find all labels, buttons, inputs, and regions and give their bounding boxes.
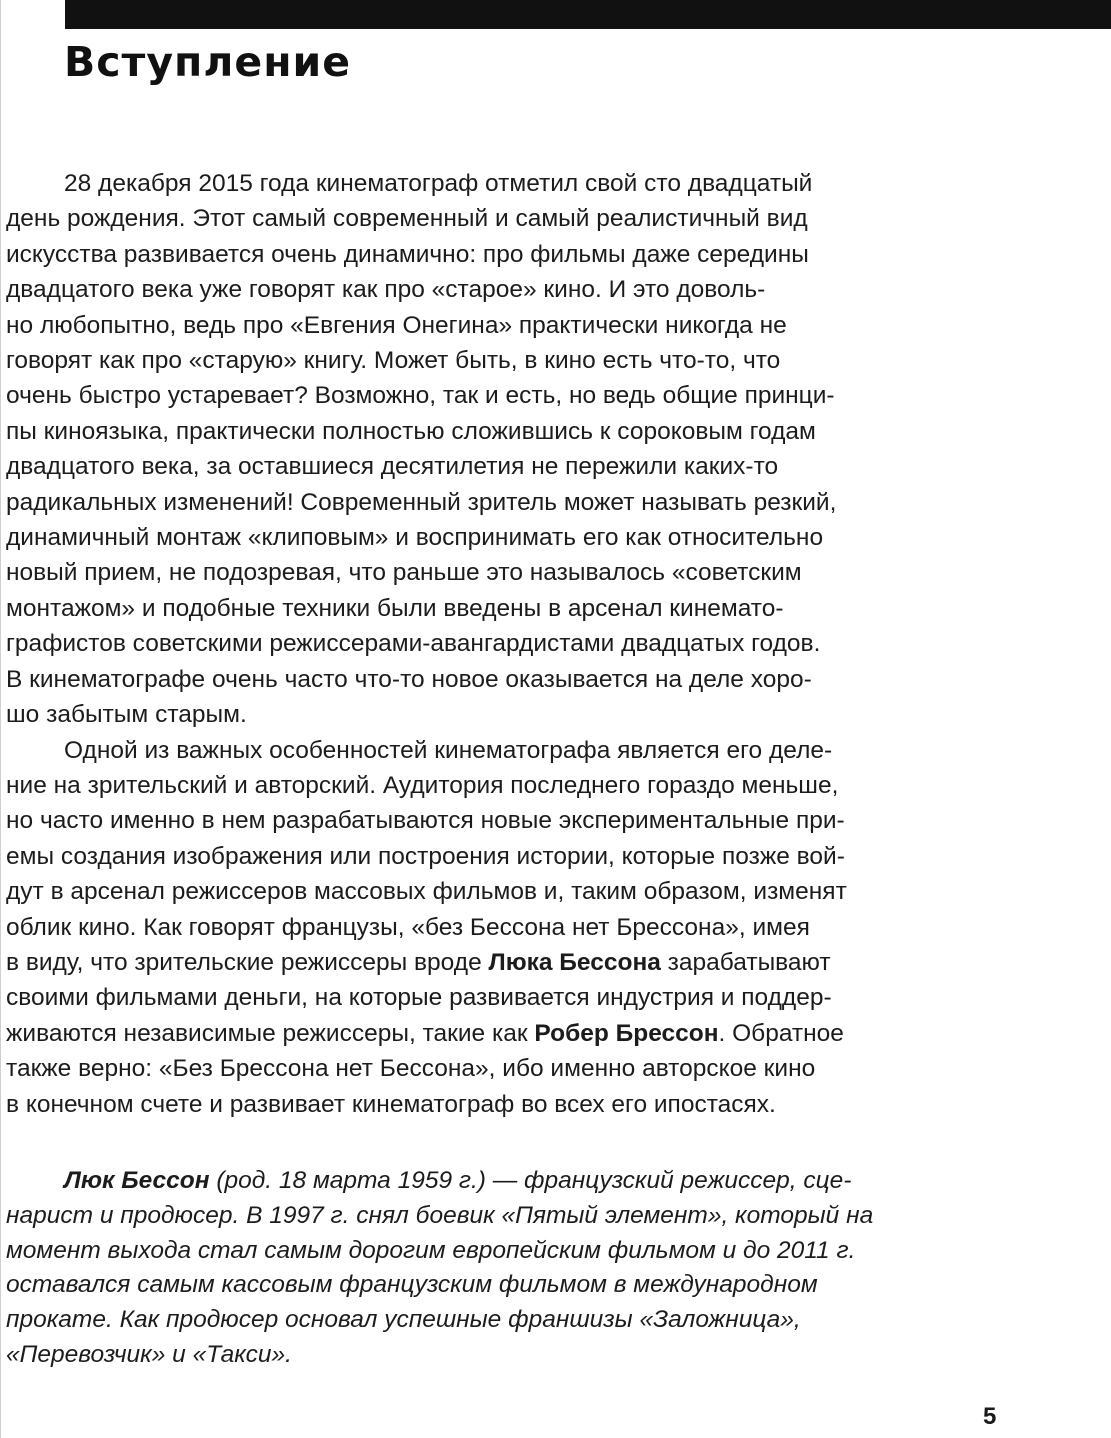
text-run: зарабатывают	[660, 948, 831, 976]
text-run: живаются независимые режиссеры, такие как	[6, 1019, 535, 1047]
text-line	[6, 1164, 976, 1199]
text-line: своими фильмами деньги, на которые развивается индустрия и поддер-	[6, 984, 832, 1012]
text-line	[6, 1016, 976, 1051]
text-line	[6, 945, 976, 980]
bold-name-luc-besson: Люка Бессона	[488, 948, 661, 976]
text-run: . Обратное	[718, 1019, 844, 1047]
text-line: но часто именно в нем разрабатываются новые экспериментальные при-	[6, 807, 845, 835]
page-number: 5	[983, 1403, 997, 1430]
paragraph-1	[6, 166, 976, 733]
text-line: пы киноязыка, практически полностью сложившись к сороковым годам	[6, 417, 816, 445]
paragraph-2	[6, 733, 976, 1122]
chapter-title: Вступление	[64, 38, 352, 86]
text-line: 28 декабря 2015 года кинематограф отметил свой сто двадцатый	[64, 170, 813, 197]
text-line: оставался самым кассовым французским фильмом в международном	[6, 1271, 818, 1299]
text-line: радикальных изменений! Современный зритель может называть резкий,	[6, 488, 837, 516]
text-line: двадцатого века, за оставшиеся десятилетия не пережили каких-то	[6, 453, 779, 481]
text-line: также верно: «Без Брессона нет Бессона», ибо именно авторское кино	[6, 1055, 816, 1083]
text-line: динамичный монтаж «клиповым» и воспринимать его как относительно	[6, 524, 824, 552]
text-line: нарист и продюсер. В 1997 г. снял боевик «Пятый элемент», который на	[6, 1201, 874, 1229]
text-line: момент выхода стал самым дорогим европейским фильмом и до 2011 г.	[6, 1236, 856, 1264]
text-line: искусства развивается очень динамично: про фильмы даже середины	[6, 240, 809, 268]
main-text	[6, 166, 976, 1122]
text-line: но любопытно, ведь про «Евгения Онегина» практически никогда не	[6, 311, 787, 339]
text-line: очень быстро устаревает? Возможно, так и есть, но ведь общие принци-	[6, 382, 835, 410]
text-line: графистов советскими режиссерами-авангардистами двадцатых годов.	[6, 630, 821, 658]
text-line: ние на зрительский и авторский. Аудитория последнего гораздо меньше,	[6, 771, 839, 799]
text-run: (род. 18 марта 1959 г.) — французский режиссер, сце-	[209, 1167, 852, 1194]
text-line: «Перевозчик» и «Такси».	[6, 1340, 292, 1368]
text-line: шо забытым старым.	[6, 701, 247, 729]
text-line: новый прием, не подозревая, что раньше это называлось «советским	[6, 559, 802, 587]
text-line: говорят как про «старую» книгу. Может быть, в кино есть что-то, что	[6, 347, 781, 375]
text-line: емы создания изображения или построения истории, которые позже вой-	[6, 842, 845, 870]
page-left-edge	[0, 0, 1, 1438]
text-line: день рождения. Этот самый современный и самый реалистичный вид	[6, 205, 808, 233]
biography-note	[6, 1164, 976, 1373]
bold-name-robert-bresson: Робер Брессон	[534, 1019, 719, 1047]
text-line: монтажом» и подобные техники были введены в арсенал кинемато-	[6, 594, 784, 622]
text-line: В кинематографе очень часто что-то новое оказывается на деле хоро-	[6, 665, 812, 693]
text-line: двадцатого века уже говорят как про «старое» кино. И это доволь-	[6, 276, 766, 304]
text-run: в виду, что зрительские режиссеры вроде	[6, 948, 489, 976]
note-name: Люк Бессон	[64, 1167, 210, 1194]
text-line: Одной из важных особенностей кинематографа является его деле-	[64, 736, 833, 764]
text-line: прокате. Как продюсер основал успешные франшизы «Заложница»,	[6, 1306, 801, 1334]
chapter-header-bar	[65, 0, 1111, 29]
text-line: дут в арсенал режиссеров массовых фильмов и, таким образом, изменят	[6, 878, 847, 906]
text-line: в конечном счете и развивает кинематограф во всех его ипостасях.	[6, 1090, 776, 1118]
text-line: облик кино. Как говорят французы, «без Бессона нет Брессона», имея	[6, 913, 810, 941]
